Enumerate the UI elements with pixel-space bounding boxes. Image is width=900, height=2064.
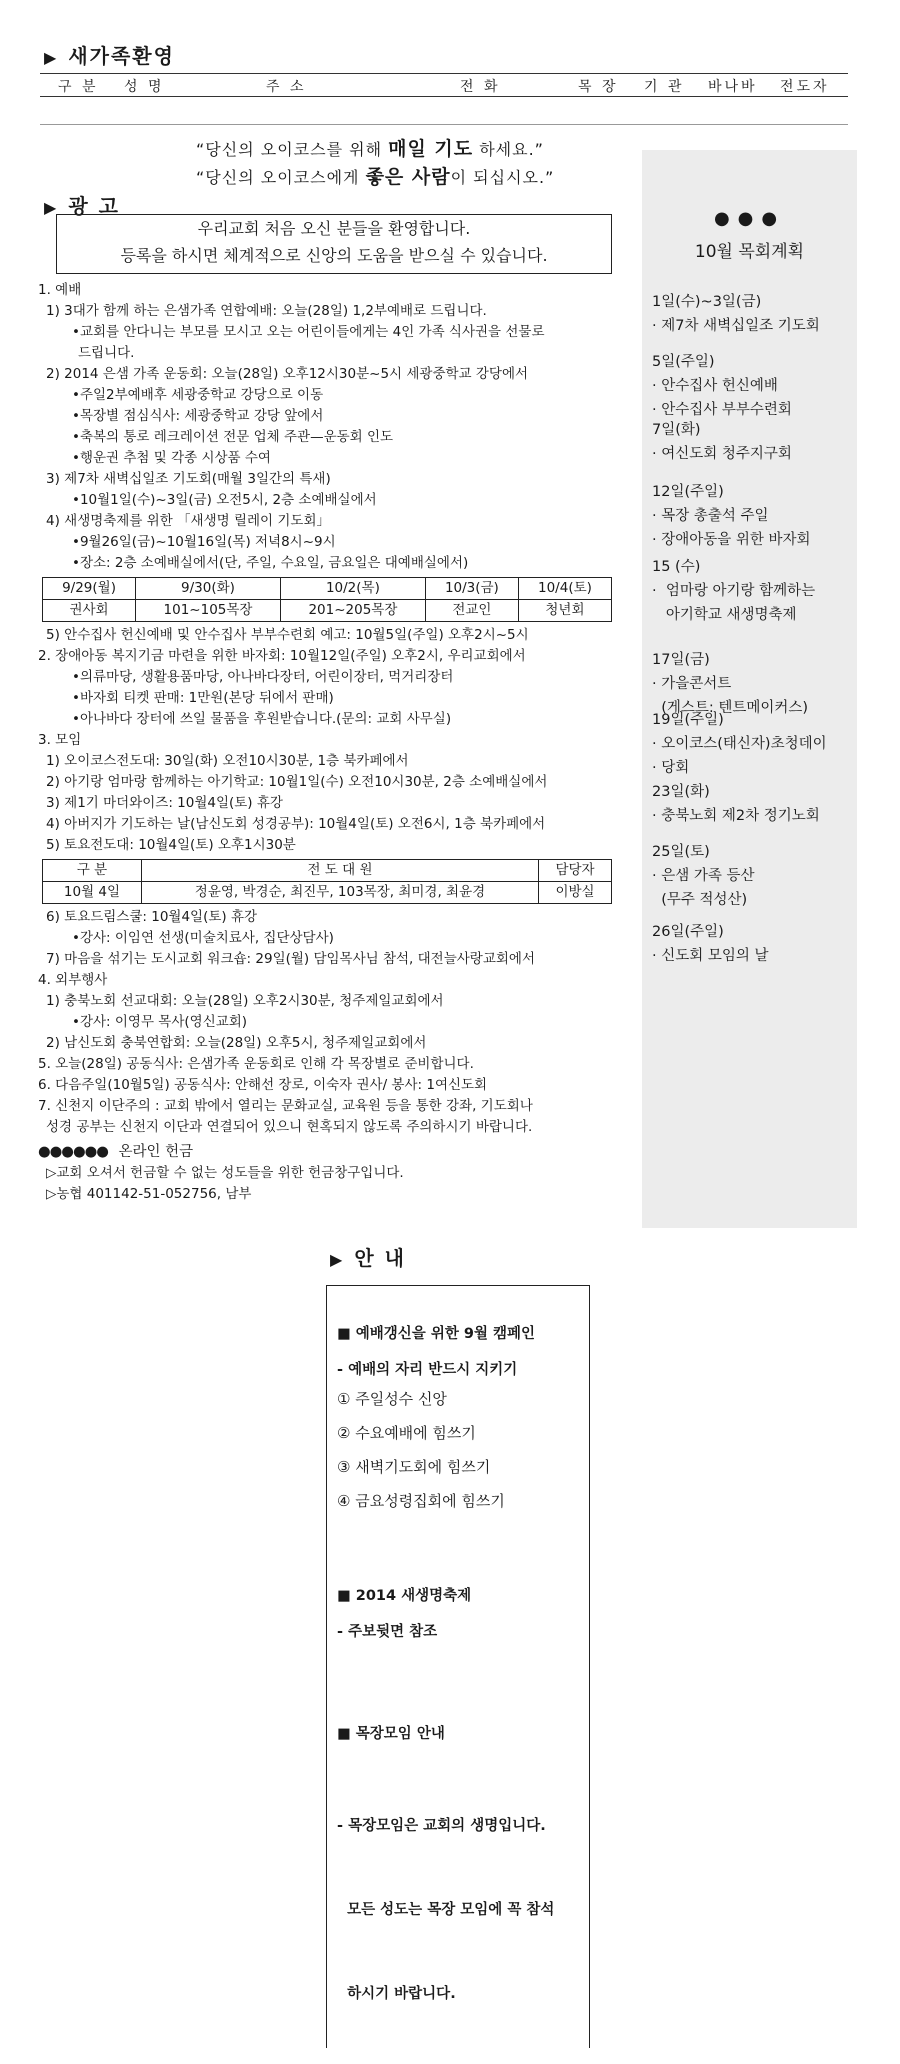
schedule-group: 전교인	[425, 600, 518, 622]
event-item: · 장애아동을 위한 바자회	[652, 532, 811, 548]
ad-line: •행운권 추첨 및 각종 시상품 수여	[72, 450, 271, 466]
event-item: · 제7차 새벽십일조 기도회	[652, 318, 820, 334]
calendar-event	[652, 480, 811, 552]
event-date: 1일(수)~3일(금)	[652, 294, 762, 310]
schedule-day: 10/3(금)	[425, 578, 518, 600]
ad-line: •강사: 이영무 목사(영신교회)	[72, 1014, 248, 1030]
event-item: (게스트: 텐트메이커스)	[652, 700, 809, 716]
triangle-icon: ▶	[44, 48, 59, 67]
event-date: 19일(주일)	[652, 712, 724, 728]
ad-line: 2) 남신도회 충북연합회: 오늘(28일) 오후5시, 청주제일교회에서	[46, 1035, 427, 1051]
event-date: 17일(금)	[652, 652, 710, 668]
welcome-line-1: 우리교회 처음 오신 분들을 환영합니다.	[197, 219, 471, 238]
evangelism-header: 구 분	[43, 860, 142, 882]
calendar-event	[652, 555, 815, 627]
col-barnabas: 바나바	[708, 79, 758, 95]
ad-line: •축복의 통로 레크레이션 전문 업체 주관—운동회 인도	[72, 429, 394, 445]
evangelism-cell: 10월 4일	[43, 882, 142, 904]
ad-line: •장소: 2층 소예배실에서(단, 주일, 수요일, 금요일은 대예배실에서)	[72, 555, 469, 571]
schedule-group: 권사회	[43, 600, 136, 622]
meeting-line: 모든 성도는 목장 모임에 꼭 참석	[337, 1902, 555, 1918]
ad-line: 2) 아기랑 엄마랑 함께하는 아기학교: 10월1일(수) 오전10시30분, 2층 소예배실에서	[46, 774, 548, 790]
event-item: · 여신도회 청주지구회	[652, 446, 792, 462]
col-org: 기 관	[644, 79, 685, 95]
event-item: (무주 적성산)	[652, 892, 748, 908]
ad-line: •주일2부예배후 세광중학교 강당으로 이동	[72, 387, 324, 403]
col-phone: 전 화	[460, 79, 501, 95]
col-address: 주 소	[266, 79, 307, 95]
event-date: 26일(주일)	[652, 924, 724, 940]
ad-line: 6) 토요드림스쿨: 10월4일(토) 휴강	[46, 909, 258, 925]
schedule-day: 10/4(토)	[518, 578, 611, 600]
october-plan-panel	[642, 150, 857, 1228]
schedule-day: 10/2(목)	[280, 578, 425, 600]
campaign-item: ④ 금요성령집회에 힘쓰기	[337, 1492, 505, 1510]
online-offering	[38, 1142, 628, 1205]
campaign-subtitle: - 예배의 자리 반드시 지키기	[337, 1362, 518, 1378]
dots-icon: ●●●	[713, 208, 786, 229]
notice-box	[326, 1285, 590, 2048]
calendar-event	[652, 920, 769, 968]
col-cell: 목 장	[578, 79, 619, 95]
event-item: · 안수집사 부부수련회	[652, 402, 792, 418]
notice-title: ▶ 안 내	[330, 1246, 406, 1270]
quote-1: “당신의 오이코스를 위해 매일 기도 하세요.”	[196, 138, 544, 160]
evangelism-row	[43, 882, 612, 904]
schedule-day: 9/30(화)	[136, 578, 281, 600]
meeting-title: ■ 목장모임 안내	[337, 1726, 445, 1742]
ad-line: •의류마당, 생활용품마당, 아나바다장터, 어린이장터, 먹거리장터	[72, 669, 454, 685]
calendar-event	[652, 840, 754, 912]
event-item: · 엄마랑 아기랑 함께하는	[652, 583, 816, 599]
calendar-event	[652, 350, 792, 422]
calendar-event	[652, 418, 792, 466]
col-evangelist: 전도자	[780, 79, 830, 95]
triangle-icon: ▶	[330, 1250, 345, 1269]
ad-line: •바자회 티켓 판매: 1만원(본당 뒤에서 판매)	[72, 690, 334, 706]
quote-2: “당신의 오이코스에게 좋은 사람이 되십시오.”	[196, 166, 555, 188]
ad-line: 7. 신천지 이단주의 : 교회 밖에서 열리는 문화교실, 교육원 등을 통한 강좌, 기도회나	[38, 1098, 533, 1114]
evangelism-cell: 이방실	[539, 882, 612, 904]
ad-line: •10월1일(수)~3일(금) 오전5시, 2층 소예배실에서	[72, 492, 377, 508]
evangelism-cell: 정윤영, 박경순, 최진무, 103목장, 최미경, 최윤경	[142, 882, 539, 904]
schedule-group: 201~205목장	[280, 600, 425, 622]
ad-line: 1. 예배	[38, 282, 82, 298]
welcome-box	[56, 214, 612, 274]
event-item: · 신도회 모임의 날	[652, 948, 769, 964]
ad-line: 5) 안수집사 헌신예배 및 안수집사 부부수련회 예고: 10월5일(주일) 오후2시~5시	[46, 627, 529, 643]
schedule-days-row	[43, 578, 612, 600]
divider	[40, 124, 848, 125]
event-date: 15 (수)	[652, 559, 701, 575]
campaign-list	[337, 1382, 505, 1518]
event-item: · 안수집사 헌신예배	[652, 378, 778, 394]
schedule-day: 9/29(월)	[43, 578, 136, 600]
ad-line: 성경 공부는 신천지 이단과 연결되어 있으니 현혹되지 않도록 주의하시기 바랍니다.	[46, 1119, 533, 1135]
ad-line: 4) 아버지가 기도하는 날(남신도회 성경공부): 10월4일(토) 오전6시, 1층 북카페에서	[46, 816, 546, 832]
ad-line: 3) 제7차 새벽십일조 기도회(매월 3일간의 특새)	[46, 471, 331, 487]
event-item: · 목장 총출석 주일	[652, 508, 769, 524]
ads-title: ▶ 광 고	[44, 194, 120, 218]
new-family-title: ▶ 새가족환영	[44, 44, 175, 68]
evangelism-header: 담당자	[539, 860, 612, 882]
online-title: 온라인 헌금	[118, 1144, 194, 1160]
online-line: ▷농협 401142-51-052756, 남부	[46, 1186, 252, 1202]
welcome-line-2: 등록을 하시면 체계적으로 신앙의 도움을 받으실 수 있습니다.	[120, 246, 548, 265]
event-item: · 은샘 가족 등산	[652, 868, 755, 884]
relay-prayer-schedule	[42, 577, 612, 622]
campaign-item: ③ 새벽기도회에 힘쓰기	[337, 1458, 491, 1476]
festival-subtitle: - 주보뒷면 참조	[337, 1624, 438, 1640]
new-family-header-row	[40, 74, 848, 96]
festival-title: ■ 2014 새생명축제	[337, 1588, 472, 1604]
ad-line: •9월26일(금)~10월16일(목) 저녁8시~9시	[72, 534, 336, 550]
campaign-item: ② 수요예배에 힘쓰기	[337, 1424, 476, 1442]
ads-lines-b	[38, 625, 628, 856]
meeting-line: 하시기 바랍니다.	[337, 1986, 456, 2002]
divider	[40, 96, 848, 97]
col-name: 성 명	[124, 79, 165, 95]
campaign-item: ① 주일성수 신앙	[337, 1390, 447, 1408]
event-date: 12일(주일)	[652, 484, 724, 500]
event-date: 7일(화)	[652, 422, 701, 438]
event-item: · 오이코스(태신자)초청데이	[652, 736, 827, 752]
event-item: · 충북노회 제2차 정기노회	[652, 808, 820, 824]
ad-line: 2. 장애아동 복지기금 마련을 위한 바자회: 10월12일(주일) 오후2시, 우리교회에서	[38, 648, 526, 664]
ad-line: 드립니다.	[78, 345, 135, 361]
meeting-line: - 목장모임은 교회의 생명입니다.	[337, 1818, 546, 1834]
event-item: · 가을콘서트	[652, 676, 732, 692]
event-date: 23일(화)	[652, 784, 710, 800]
ad-line: •아나바다 장터에 쓰일 물품을 후원받습니다.(문의: 교회 사무실)	[72, 711, 452, 727]
ad-line: 6. 다음주일(10월5일) 공동식사: 안해선 장로, 이숙자 권사/ 봉사: 1여신도회	[38, 1077, 488, 1093]
schedule-groups-row	[43, 600, 612, 622]
schedule-group: 101~105목장	[136, 600, 281, 622]
ad-line: 4) 새생명축제를 위한 「새생명 릴레이 기도회」	[46, 513, 331, 529]
triangle-icon: ▶	[44, 198, 59, 217]
dots-icon: ●●●●●●	[38, 1144, 108, 1160]
ad-line: •교회를 안다니는 부모를 모시고 오는 어린이들에게는 4인 가족 식사권을 선물로	[72, 324, 545, 340]
evangelism-header: 전 도 대 원	[142, 860, 539, 882]
calendar-event	[652, 708, 827, 780]
ad-line: 1) 충북노회 선교대회: 오늘(28일) 오후2시30분, 청주제일교회에서	[46, 993, 444, 1009]
event-item: 아기학교 새생명축제	[652, 607, 797, 623]
ad-line: 2) 2014 은샘 가족 운동회: 오늘(28일) 오후12시30분~5시 세광중학교 강당에서	[46, 366, 529, 382]
ad-line: 7) 마음을 섞기는 도시교회 워크숍: 29일(월) 담임목사님 참석, 대전늘사랑교회에서	[46, 951, 536, 967]
col-category: 구 분	[58, 79, 99, 95]
evangelism-header-row	[43, 860, 612, 882]
event-item: · 당회	[652, 760, 690, 776]
ad-line: 5) 토요전도대: 10월4일(토) 오후1시30분	[46, 837, 296, 853]
calendar-event	[652, 780, 820, 828]
ad-line: 1) 3대가 함께 하는 은샘가족 연합예배: 오늘(28일) 1,2부예배로 드립니다.	[46, 303, 487, 319]
event-date: 25일(토)	[652, 844, 710, 860]
ads-lines-a	[38, 280, 628, 574]
ad-line: 5. 오늘(28일) 공동식사: 은샘가족 운동회로 인해 각 목장별로 준비합니다.	[38, 1056, 474, 1072]
ads-body	[38, 280, 628, 1205]
campaign-title: ■ 예배갱신을 위한 9월 캠페인	[337, 1326, 536, 1342]
schedule-group: 청년회	[518, 600, 611, 622]
october-plan-title: 10월 목회계획	[694, 242, 805, 262]
evangelism-team-table	[42, 859, 612, 904]
ads-lines-c	[38, 907, 628, 1138]
calendar-event	[652, 290, 820, 338]
ad-line: 1) 오이코스전도대: 30일(화) 오전10시30분, 1층 북카페에서	[46, 753, 409, 769]
ad-line: 3. 모임	[38, 732, 82, 748]
online-line: ▷교회 오셔서 헌금할 수 없는 성도들을 위한 헌금창구입니다.	[46, 1165, 404, 1181]
ad-line: •목장별 점심식사: 세광중학교 강당 앞에서	[72, 408, 324, 424]
event-date: 5일(주일)	[652, 354, 715, 370]
ad-line: 4. 외부행사	[38, 972, 108, 988]
ad-line: 3) 제1기 마더와이즈: 10월4일(토) 휴강	[46, 795, 283, 811]
meeting-text	[337, 1756, 554, 2064]
ad-line: •강사: 이임연 선생(미술치료사, 집단상담사)	[72, 930, 334, 946]
